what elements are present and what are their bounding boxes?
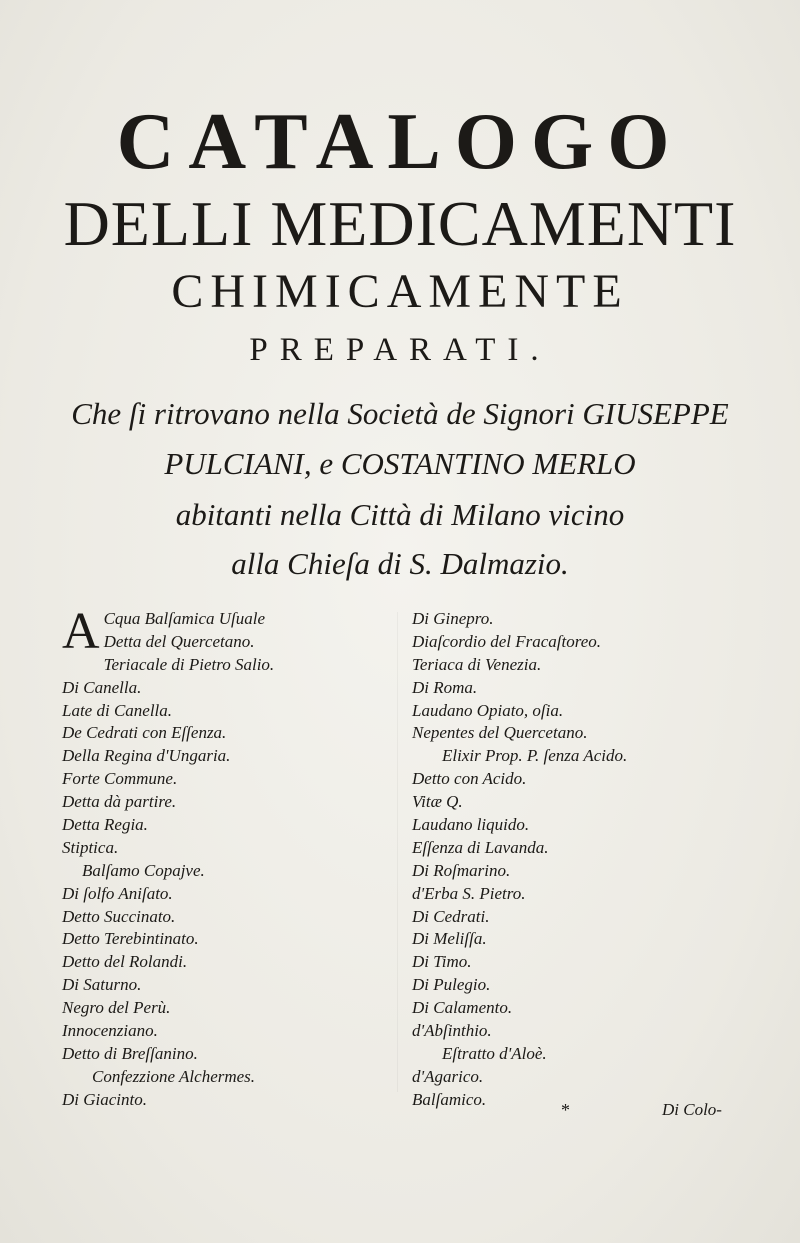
list-item: Balſamico. <box>412 1089 487 1109</box>
list-item: Nepentes del Quercetano. <box>412 723 588 743</box>
list-item: Laudano Opiato, oſia. <box>412 700 564 720</box>
list-item: Negro del Perù. <box>62 998 171 1018</box>
subtitle-line-1: Che ſi ritrovano nella Società de Signori GIUSEPPE <box>71 396 729 431</box>
list-item: Stiptica. <box>62 837 119 857</box>
list-item: Detto del Rolandi. <box>62 952 188 972</box>
list-item: Di Timo. <box>412 952 472 972</box>
list-item: Della Regina d'Ungaria. <box>62 746 231 766</box>
signature-mark: * <box>561 1100 570 1120</box>
left-column <box>62 603 382 1112</box>
list-item: Vitæ Q. <box>412 792 463 812</box>
list-item: Detta dà partire. <box>62 792 177 812</box>
list-item: Di Canella. <box>62 677 142 697</box>
list-item: Di Ginepro. <box>412 609 494 628</box>
list-item: Di Pulegio. <box>412 975 491 995</box>
list-item: Di Cedrati. <box>412 906 490 926</box>
list-item: Di Roma. <box>412 677 478 697</box>
list-item: Eſſenza di Lavanda. <box>412 837 549 857</box>
subtitle-line-2: PULCIANI, e COSTANTINO MERLO <box>164 446 636 481</box>
subtitle-line-3: abitanti nella Città di Milano vicino <box>175 497 625 532</box>
list-item: Di Saturno. <box>62 975 142 995</box>
list-item: Innocenziano. <box>62 1021 158 1041</box>
list-item: Di ſolfo Aniſato. <box>62 883 173 903</box>
right-column <box>412 608 752 1112</box>
list-item: Teriacale di Pietro Salio. <box>103 654 275 674</box>
list-item: Late di Canella. <box>62 700 173 720</box>
title-medicamenti: DELLI MEDICAMENTI <box>63 188 737 259</box>
catchword: Di Colo- <box>662 1100 722 1119</box>
title-chimicamente: CHIMICAMENTE <box>171 265 629 318</box>
subtitle-line-4: alla Chieſa di S. Dalmazio. <box>231 546 569 581</box>
list-item: Confezzione Alchermes. <box>92 1066 256 1086</box>
list-item: De Cedrati con Eſſenza. <box>62 723 227 743</box>
list-item: d'Agarico. <box>412 1066 484 1086</box>
list-item: Forte Commune. <box>62 769 178 789</box>
first-entry <box>62 603 382 660</box>
title-preparati: PREPARATI. <box>249 332 551 368</box>
list-item: Detta Regia. <box>62 815 148 835</box>
column-gutter <box>397 612 398 1092</box>
list-item: Balſamo Copajve. <box>82 860 205 880</box>
list-item: Laudano liquido. <box>412 815 530 835</box>
list-item: d'Erba S. Pietro. <box>412 883 526 903</box>
list-item: Di Meliſſa. <box>412 929 487 949</box>
list-item: Di Roſmarino. <box>412 860 511 880</box>
list-item: Diaſcordio del Fracaſtoreo. <box>412 631 602 651</box>
list-item: Elixir Prop. P. ſenza Acido. <box>442 746 628 766</box>
title-catalogo: CATALOGO <box>116 98 684 186</box>
list-item: Detto Terebintinato. <box>62 929 199 949</box>
list-item: Detto di Breſſanino. <box>62 1043 198 1063</box>
list-item: Detta del Quercetano. <box>103 631 255 651</box>
list-item: Di Calamento. <box>412 998 513 1018</box>
list-item: d'Abſinthio. <box>412 1021 492 1041</box>
list-item: Detto Succinato. <box>62 906 176 926</box>
drop-cap: A <box>62 603 100 660</box>
list-item: Eſtratto d'Aloè. <box>442 1043 547 1063</box>
list-item: Cqua Balſamica Uſuale <box>103 609 266 628</box>
list-item: Detto con Acido. <box>412 769 527 789</box>
list-item: Teriaca di Venezia. <box>412 654 542 674</box>
list-item: Di Giacinto. <box>62 1089 147 1109</box>
